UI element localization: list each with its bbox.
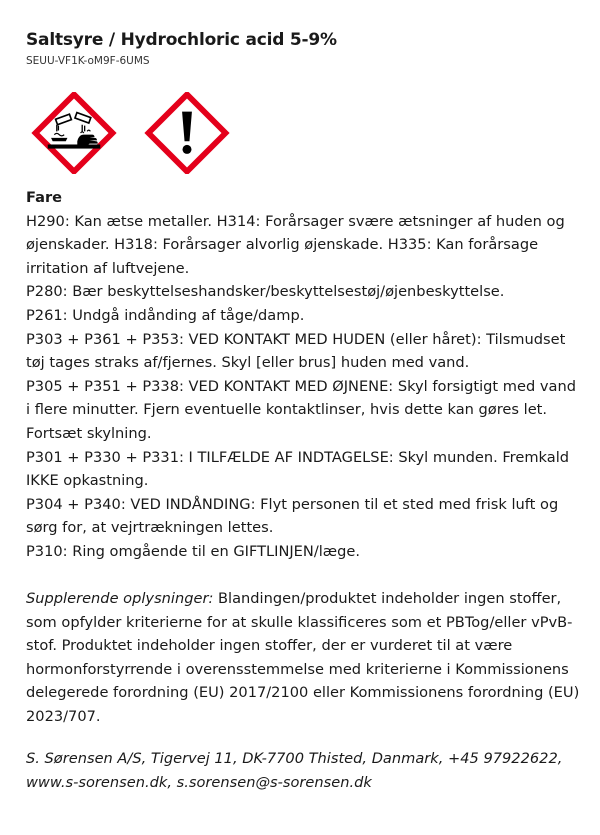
- hazard-statements-block: [26, 186, 582, 564]
- statement-p261: P261: Undgå indånding af tåge/damp.: [26, 306, 305, 324]
- statement-p305: P305 + P351 + P338: VED KONTAKT MED ØJNENE: Skyl forsigtigt med vand i flere minutter. Fjern eventuelle kontaktlinser, hvis dette kan gøres let. Fortsæt skylning.: [26, 377, 576, 442]
- ufi-code: SEUU-VF1K-oM9F-6UMS: [26, 55, 150, 67]
- supplier-info: S. Sørensen A/S, Tigervej 11, DK-7700 Thisted, Danmark, +45 97922622, www.s-sorensen.dk, s.sorensen@s-sorensen.dk: [26, 750, 563, 791]
- statement-p310: P310: Ring omgående til en GIFTLINJEN/læge.: [26, 542, 360, 560]
- ghs05-corrosion-icon: [24, 92, 124, 174]
- signal-word: Fare: [26, 189, 63, 206]
- supplementary-text: Blandingen/produktet indeholder ingen stoffer, som opfylder kriterierne for at skulle klassificeres som et PBTog/eller vPvB-stof. Produktet indeholder ingen stoffer, der er vurderet til at være hormonforstyrrende i overensstemmelse med kriterierne i Kommissionens delegerede forordning (EU) 2017/2100 eller Kommissionens forordning (EU) 2023/707.: [26, 590, 580, 725]
- ghs07-exclamation-icon: [137, 92, 237, 174]
- statement-p301: P301 + P330 + P331: I TILFÆLDE AF INDTAGELSE: Skyl munden. Fremkald IKKE opkastning.: [26, 448, 570, 490]
- statement-p280: P280: Bær beskyttelseshandsker/beskyttelsestøj/øjenbeskyttelse.: [26, 283, 505, 301]
- supplementary-info: [26, 587, 582, 729]
- hazard-pictograms: [24, 92, 237, 174]
- statement-p303: P303 + P361 + P353: VED KONTAKT MED HUDEN (eller håret): Tilsmudset tøj tages straks af/fjernes. Skyl [eller brus] huden med vand.: [26, 330, 566, 372]
- statement-p304: P304 + P340: VED INDÅNDING: Flyt personen til et sted med frisk luft og sørg for, at vejrtrækningen lettes.: [26, 495, 559, 537]
- supplementary-lead: Supplerende oplysninger:: [26, 590, 214, 607]
- statement-h: H290: Kan ætse metaller. H314: Forårsager svære ætsninger af huden og øjenskader. H318: Forårsager alvorlig øjenskade. H335: Kan forårsage irritation af luftvejene.: [26, 212, 565, 277]
- product-title: Saltsyre / Hydrochloric acid 5-9%: [26, 30, 337, 50]
